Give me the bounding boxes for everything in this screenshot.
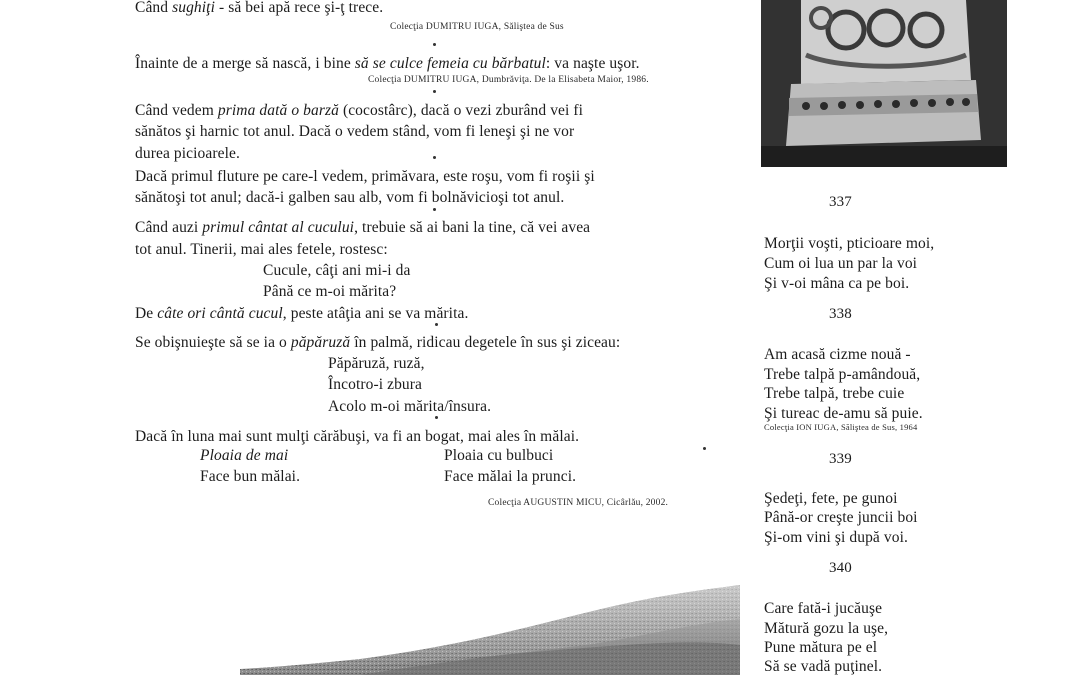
- text: - să bei apă rece şi-ţ trece.: [215, 0, 384, 16]
- verse-line: Păpăruză, ruză,: [328, 355, 425, 372]
- entry-stork-line2: sănătos şi harnic tot anul. Dacă o vedem stând, vom fi leneşi şi ne vor: [135, 123, 575, 140]
- text: (cocostârc), dacă o vezi zburând vei fi: [338, 102, 584, 119]
- text: Înainte de a merge să nască, i bine: [135, 55, 355, 72]
- poem-line: Am acasă cizme nouă -: [764, 346, 911, 363]
- source-note: Colecţia DUMITRU IUGA, Dumbrăviţa. De la Elisabeta Maior, 1986.: [368, 75, 649, 85]
- separator-dot: [433, 208, 436, 211]
- text: , trebuie să ai bani la tine, că vei avea: [354, 219, 591, 236]
- verse-line: Face mălai la prunci.: [444, 468, 577, 485]
- entry-birth: [135, 54, 640, 73]
- text: , peste atâţia ani se va mărita.: [282, 305, 469, 322]
- text: Când: [135, 0, 173, 16]
- verse-line: Încotro-i zbura: [328, 376, 423, 393]
- poem-line: Trebe talpă, trebe cuie: [764, 385, 905, 402]
- poem-number: 339: [829, 451, 852, 467]
- italic-text: sughiţi: [172, 0, 215, 16]
- entry-butterfly-line2: sănătoşi tot anul; dacă-i galben sau alb, vom fi bolnăvicioşi tot anul.: [135, 189, 565, 206]
- entry-cuckoo-count: [135, 304, 468, 323]
- poem-line: Şi v-oi mâna ca pe boi.: [764, 275, 910, 292]
- poem-line: Şi-om vini şi după voi.: [764, 529, 908, 546]
- poem-line: Până-or creşte juncii boi: [764, 509, 918, 526]
- poem-line: Care fată-i jucăuşe: [764, 600, 883, 617]
- verse-line: Până ce m-oi mărita?: [263, 283, 397, 300]
- entry-stork-line3: durea picioarele.: [135, 145, 240, 162]
- text: De: [135, 305, 158, 322]
- verse-line: Acolo m-oi mărita/însura.: [328, 398, 492, 415]
- separator-dot: [435, 323, 438, 326]
- poem-line: Pune mătura pe el: [764, 639, 878, 656]
- italic-text: Ploaia de mai: [200, 447, 289, 464]
- verse-line: Ploaia cu bulbuci: [444, 447, 554, 464]
- separator-dot: [433, 90, 436, 93]
- entry-hiccups: [135, 0, 383, 17]
- text: : va naşte uşor.: [545, 55, 640, 72]
- separator-dot: [433, 43, 436, 46]
- source-note: Colecţia ION IUGA, Săliştea de Sus, 1964: [764, 422, 918, 432]
- poem-line: Cum oi lua un par la voi: [764, 255, 918, 272]
- italic-text: să se culce femeia cu bărbatul: [354, 55, 546, 72]
- verse-line: Face bun mălai.: [200, 468, 301, 485]
- poem-line: Să se vadă puţinel.: [764, 658, 883, 675]
- italic-text: prima dată o barză: [217, 102, 339, 119]
- italic-text: primul cântat al cucului: [202, 219, 355, 236]
- landscape-photo: [240, 585, 740, 675]
- entry-ladybug: [135, 333, 620, 352]
- poem-number: 338: [829, 306, 852, 322]
- entry-cuckoo: [135, 218, 590, 237]
- italic-text: păpăruză: [290, 334, 351, 351]
- entry-beetles: Dacă în luna mai sunt mulţi cărăbuşi, va fi an bogat, mai ales în mălai.: [135, 428, 580, 445]
- poem-number: 340: [829, 560, 852, 576]
- text: în palmă, ridicau degetele în sus şi ziceau:: [350, 334, 621, 351]
- text: Se obişnuieşte să se ia o: [135, 334, 291, 351]
- poem-number: 337: [829, 194, 852, 210]
- poem-line: Şi tureac de-amu să puie.: [764, 405, 923, 422]
- italic-text: câte ori cântă cucul: [157, 305, 283, 322]
- separator-dot: [703, 447, 706, 450]
- text: Când vedem: [135, 102, 218, 119]
- text: Când auzi: [135, 219, 203, 236]
- poem-line: Morţii voşti, pticioare moi,: [764, 235, 935, 252]
- entry-butterfly: Dacă primul fluture pe care-l vedem, primăvara, este roşu, vom fi roşii şi: [135, 168, 595, 185]
- carved-object-photo: [761, 0, 1007, 167]
- source-note: Colecţia AUGUSTIN MICU, Cicârlău, 2002.: [488, 498, 669, 508]
- entry-stork: [135, 101, 583, 120]
- separator-dot: [433, 156, 436, 159]
- poem-line: Mătură gozu la uşe,: [764, 620, 889, 637]
- entry-cuckoo-line2: tot anul. Tinerii, mai ales fetele, rostesc:: [135, 241, 388, 258]
- separator-dot: [435, 416, 438, 419]
- verse-line: Cucule, câţi ani mi-i da: [263, 262, 411, 279]
- poem-line: Şedeţi, fete, pe gunoi: [764, 490, 898, 507]
- source-note: Colecţia DUMITRU IUGA, Săliştea de Sus: [390, 22, 564, 32]
- verse-line: [200, 446, 288, 465]
- poem-line: Trebe talpă p-amândouă,: [764, 366, 921, 383]
